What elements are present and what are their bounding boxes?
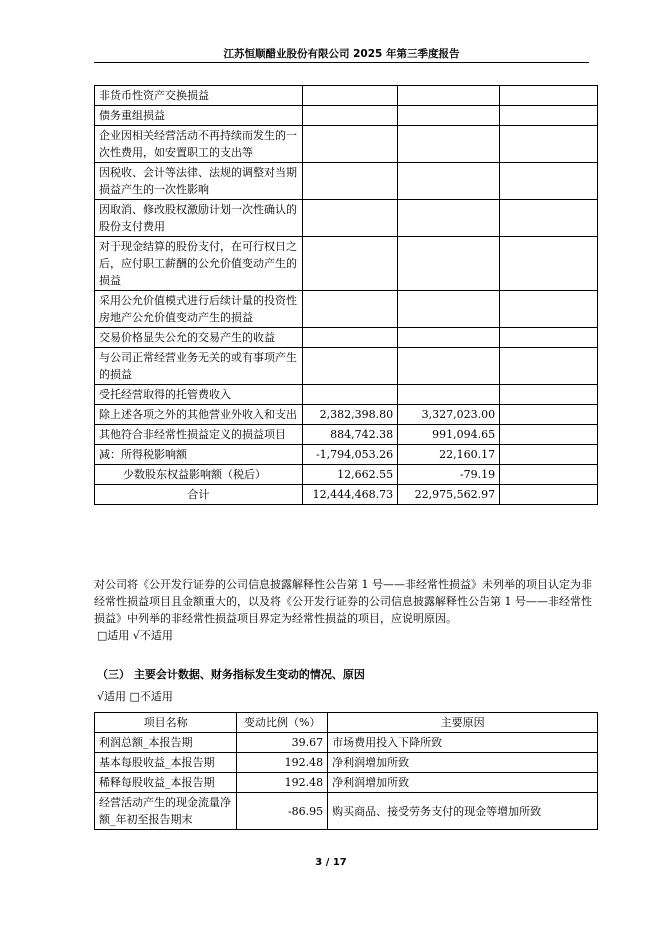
item-name-cell: 因税收、会计等法律、法规的调整对当期损益产生的一次性影响 — [95, 163, 303, 200]
value-cell — [500, 237, 598, 291]
value-cell — [302, 126, 398, 163]
non-recurring-items-body — [95, 86, 598, 505]
value-cell — [500, 385, 598, 405]
change-ratio-cell: 192.48 — [237, 773, 328, 793]
table-row — [95, 425, 598, 445]
value-cell: 12,444,468.73 — [302, 485, 398, 505]
table-row — [95, 773, 598, 793]
value-cell — [398, 237, 500, 291]
table-row — [95, 86, 598, 106]
value-cell: 22,160.17 — [398, 445, 500, 465]
item-name-cell: 非货币性资产交换损益 — [95, 86, 303, 106]
value-cell: 12,662.55 — [302, 465, 398, 485]
table-row — [95, 733, 598, 753]
value-cell — [398, 106, 500, 126]
change-ratio-cell: 192.48 — [237, 753, 328, 773]
table-row — [95, 126, 598, 163]
table-row — [95, 445, 598, 465]
item-name-cell: 与公司正常经营业务无关的或有事项产生的损益 — [95, 348, 303, 385]
value-cell — [500, 485, 598, 505]
reason-cell: 市场费用投入下降所致 — [328, 733, 598, 753]
value-cell: 22,975,562.97 — [398, 485, 500, 505]
value-cell — [398, 126, 500, 163]
value-cell — [500, 163, 598, 200]
value-cell — [302, 163, 398, 200]
change-reasons-table — [94, 712, 598, 830]
value-cell — [398, 86, 500, 106]
value-cell — [500, 328, 598, 348]
change-ratio-cell: 39.67 — [237, 733, 328, 753]
page-number: 3 / 17 — [315, 857, 347, 868]
item-name-cell: 债务重组损益 — [95, 106, 303, 126]
value-cell — [398, 163, 500, 200]
value-cell — [398, 200, 500, 237]
non-recurring-items-table — [94, 85, 598, 505]
change-ratio-cell: -86.95 — [237, 793, 328, 830]
table-row — [95, 237, 598, 291]
change-reasons-body — [95, 733, 598, 830]
item-name-cell: 除上述各项之外的其他营业外收入和支出 — [95, 405, 303, 425]
item-name-cell: 采用公允价值模式进行后续计量的投资性房地产公允价值变动产生的损益 — [95, 291, 303, 328]
value-cell — [500, 106, 598, 126]
value-cell — [500, 126, 598, 163]
table-row — [95, 753, 598, 773]
table-row — [95, 793, 598, 830]
value-cell — [500, 425, 598, 445]
applicable-checkbox-2: √适用 □不适用 — [97, 690, 173, 703]
item-name-cell: 少数股东权益影响额（税后） — [95, 465, 303, 485]
value-cell: 2,382,398.80 — [302, 405, 398, 425]
table-row — [95, 106, 598, 126]
value-cell: -1,794,053.26 — [302, 445, 398, 465]
value-cell: 884,742.38 — [302, 425, 398, 445]
value-cell — [302, 86, 398, 106]
table-row — [95, 200, 598, 237]
applicable-checkbox-1: □适用 √不适用 — [97, 629, 173, 642]
value-cell — [398, 291, 500, 328]
value-cell — [302, 348, 398, 385]
table-row — [95, 465, 598, 485]
value-cell — [302, 200, 398, 237]
header-change-ratio: 变动比例（%） — [237, 713, 328, 733]
value-cell — [500, 445, 598, 465]
section-3-title: （三） 主要会计数据、财务指标发生变动的情况、原因 — [97, 668, 365, 681]
item-name-cell: 利润总额_本报告期 — [95, 733, 237, 753]
reason-cell: 净利润增加所致 — [328, 773, 598, 793]
table-row — [95, 328, 598, 348]
table-row — [95, 348, 598, 385]
table-row — [95, 163, 598, 200]
table-row — [95, 405, 598, 425]
header-item-name: 项目名称 — [95, 713, 237, 733]
item-name-cell: 受托经营取得的托管费收入 — [95, 385, 303, 405]
report-header: 江苏恒顺醋业股份有限公司 2025 年第三季度报告 — [223, 48, 460, 60]
item-name-cell: 合计 — [95, 485, 303, 505]
item-name-cell: 其他符合非经常性损益定义的损益项目 — [95, 425, 303, 445]
reason-cell: 净利润增加所致 — [328, 753, 598, 773]
item-name-cell: 对于现金结算的股份支付，在可行权日之后，应付职工薪酬的公允价值变动产生的损益 — [95, 237, 303, 291]
item-name-cell: 减：所得税影响额 — [95, 445, 303, 465]
item-name-cell: 因取消、修改股权激励计划一次性确认的股份支付费用 — [95, 200, 303, 237]
value-cell — [302, 385, 398, 405]
header-divider — [94, 62, 589, 63]
table-row — [95, 291, 598, 328]
value-cell — [500, 86, 598, 106]
value-cell — [302, 328, 398, 348]
value-cell — [500, 405, 598, 425]
value-cell — [302, 237, 398, 291]
table-row — [95, 385, 598, 405]
value-cell — [500, 291, 598, 328]
item-name-cell: 基本每股收益_本报告期 — [95, 753, 237, 773]
reason-cell: 购买商品、接受劳务支付的现金等增加所致 — [328, 793, 598, 830]
value-cell — [302, 106, 398, 126]
value-cell: -79.19 — [398, 465, 500, 485]
value-cell — [398, 328, 500, 348]
value-cell: 991,094.65 — [398, 425, 500, 445]
value-cell — [500, 200, 598, 237]
explanation-paragraph: 对公司将《公开发行证券的公司信息披露解释性公告第 1 号——非经常性损益》未列举的项目认定为非经常性损益项目且金额重大的，以及将《公开发行证券的公司信息披露解释性公告第 1 号——非经常性损益》中列举的非经常性损益项目界定为经常性损益的项目，应说明原因。 — [94, 578, 592, 625]
table-header-row — [95, 713, 598, 733]
value-cell — [500, 465, 598, 485]
value-cell — [302, 291, 398, 328]
item-name-cell: 企业因相关经营活动不再持续而发生的一次性费用，如安置职工的支出等 — [95, 126, 303, 163]
value-cell — [398, 385, 500, 405]
value-cell — [398, 348, 500, 385]
value-cell: 3,327,023.00 — [398, 405, 500, 425]
value-cell — [500, 348, 598, 385]
table-row — [95, 485, 598, 505]
item-name-cell: 经营活动产生的现金流量净额_年初至报告期末 — [95, 793, 237, 830]
item-name-cell: 交易价格显失公允的交易产生的收益 — [95, 328, 303, 348]
item-name-cell: 稀释每股收益_本报告期 — [95, 773, 237, 793]
header-main-reason: 主要原因 — [328, 713, 598, 733]
